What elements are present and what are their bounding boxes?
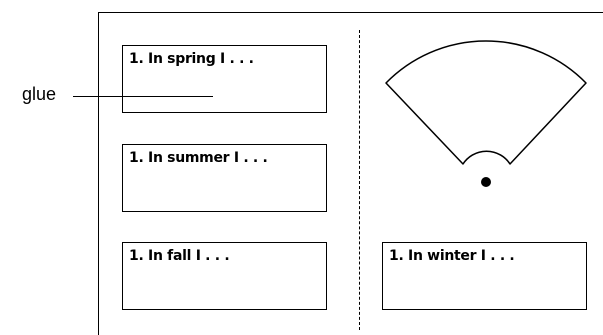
summer-box-label: 1. In summer I . . . bbox=[129, 150, 268, 166]
spring-box-label: 1. In spring I . . . bbox=[129, 51, 254, 67]
pivot-dot bbox=[481, 177, 491, 187]
fan-wedge-shape bbox=[386, 41, 586, 164]
winter-box-label: 1. In winter I . . . bbox=[389, 248, 515, 264]
glue-label: glue bbox=[22, 84, 57, 104]
fall-box-label: 1. In fall I . . . bbox=[129, 248, 230, 264]
